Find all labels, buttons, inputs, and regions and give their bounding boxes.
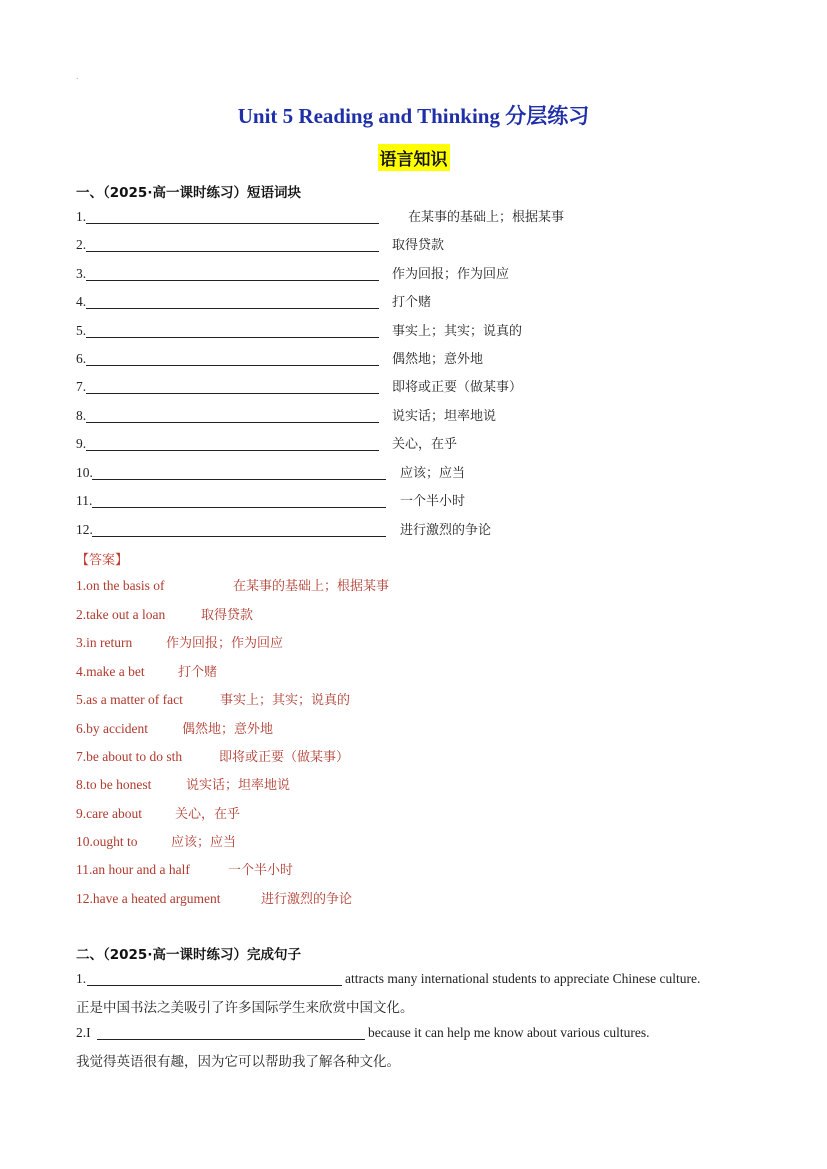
sentence-number: 1. (76, 971, 87, 986)
row-number: 9. (76, 436, 87, 451)
answer-phrase: 4.make a bet (76, 664, 145, 679)
sentence-translation: 正是中国书法之美吸引了许多国际学生来欣赏中国文化。 (76, 1000, 414, 1016)
phrase-meaning: 偶然地；意外地 (392, 352, 484, 367)
sentence-rest: because it can help me know about various cultures. (368, 1025, 650, 1040)
answer-meaning: 应该；应当 (171, 835, 237, 850)
answer-blank[interactable] (86, 450, 379, 451)
section-subtitle: 语言知识 (378, 144, 450, 171)
answer-blank[interactable] (86, 422, 379, 423)
sentence-translation: 我觉得英语很有趣，因为它可以帮助我了解各种文化。 (76, 1054, 400, 1070)
row-number: 1. (76, 209, 87, 224)
section-1-heading: 一、（2025·高一课时练习）短语词块 (76, 185, 301, 201)
answer-blank[interactable] (86, 251, 379, 252)
phrase-meaning: 事实上；其实；说真的 (392, 324, 523, 339)
answer-meaning: 关心，在乎 (175, 807, 241, 822)
sentence-number: 2.I (76, 1025, 91, 1040)
row-number: 7. (76, 379, 87, 394)
answer-meaning: 说实话；坦率地说 (186, 778, 291, 793)
phrase-meaning: 取得贷款 (392, 238, 445, 253)
answer-meaning: 即将或正要（做某事） (219, 750, 350, 765)
corner-mark: . (76, 72, 79, 81)
answer-blank[interactable] (86, 393, 379, 394)
answer-phrase: 7.be about to do sth (76, 749, 183, 764)
answer-phrase: 12.have a heated argument (76, 891, 221, 906)
page-title: Unit 5 Reading and Thinking 分层练习 (237, 104, 590, 128)
answer-phrase: 5.as a matter of fact (76, 692, 183, 707)
answer-blank[interactable] (86, 280, 379, 281)
row-number: 11. (76, 493, 93, 508)
row-number: 4. (76, 294, 87, 309)
answer-blank[interactable] (92, 479, 386, 480)
row-number: 2. (76, 237, 87, 252)
phrase-meaning: 一个半小时 (400, 494, 466, 509)
phrase-meaning: 应该；应当 (400, 466, 466, 481)
row-number: 12. (76, 522, 93, 537)
phrase-meaning: 关心，在乎 (392, 437, 458, 452)
sentence-blank[interactable] (87, 985, 342, 986)
answer-phrase: 3.in return (76, 635, 133, 650)
answer-phrase: 6.by accident (76, 721, 148, 736)
answer-phrase: 11.an hour and a half (76, 862, 190, 877)
answer-blank[interactable] (92, 507, 386, 508)
sentence-blank[interactable] (97, 1039, 365, 1040)
phrase-meaning: 在某事的基础上；根据某事 (408, 210, 565, 225)
section-2-heading: 二、（2025·高一课时练习）完成句子 (76, 947, 301, 963)
answer-meaning: 事实上；其实；说真的 (220, 693, 351, 708)
sentence-rest: attracts many international students to appreciate Chinese culture. (345, 971, 701, 986)
answer-meaning: 作为回报；作为回应 (166, 636, 284, 651)
answer-phrase: 2.take out a loan (76, 607, 166, 622)
row-number: 8. (76, 408, 87, 423)
answer-meaning: 进行激烈的争论 (261, 892, 353, 907)
answer-meaning: 取得贷款 (201, 608, 254, 623)
phrase-meaning: 打个赌 (392, 295, 432, 310)
answer-label: 【答案】 (76, 553, 129, 568)
answer-phrase: 1.on the basis of (76, 578, 165, 593)
subtitle-wrap (0, 144, 827, 171)
answer-blank[interactable] (92, 536, 386, 537)
row-number: 5. (76, 323, 87, 338)
answer-meaning: 一个半小时 (228, 863, 294, 878)
answer-blank[interactable] (86, 337, 379, 338)
row-number: 10. (76, 465, 93, 480)
row-number: 6. (76, 351, 87, 366)
answer-meaning: 在某事的基础上；根据某事 (233, 579, 390, 594)
answer-meaning: 偶然地；意外地 (182, 722, 274, 737)
phrase-meaning: 即将或正要（做某事） (392, 380, 523, 395)
answer-blank[interactable] (86, 308, 379, 309)
answer-phrase: 9.care about (76, 806, 142, 821)
phrase-meaning: 进行激烈的争论 (400, 523, 492, 538)
answer-phrase: 10.ought to (76, 834, 138, 849)
phrase-meaning: 作为回报；作为回应 (392, 267, 510, 282)
answer-blank[interactable] (86, 365, 379, 366)
answer-meaning: 打个赌 (178, 665, 218, 680)
answer-phrase: 8.to be honest (76, 777, 152, 792)
row-number: 3. (76, 266, 87, 281)
answer-blank[interactable] (86, 223, 379, 224)
phrase-meaning: 说实话；坦率地说 (392, 409, 497, 424)
